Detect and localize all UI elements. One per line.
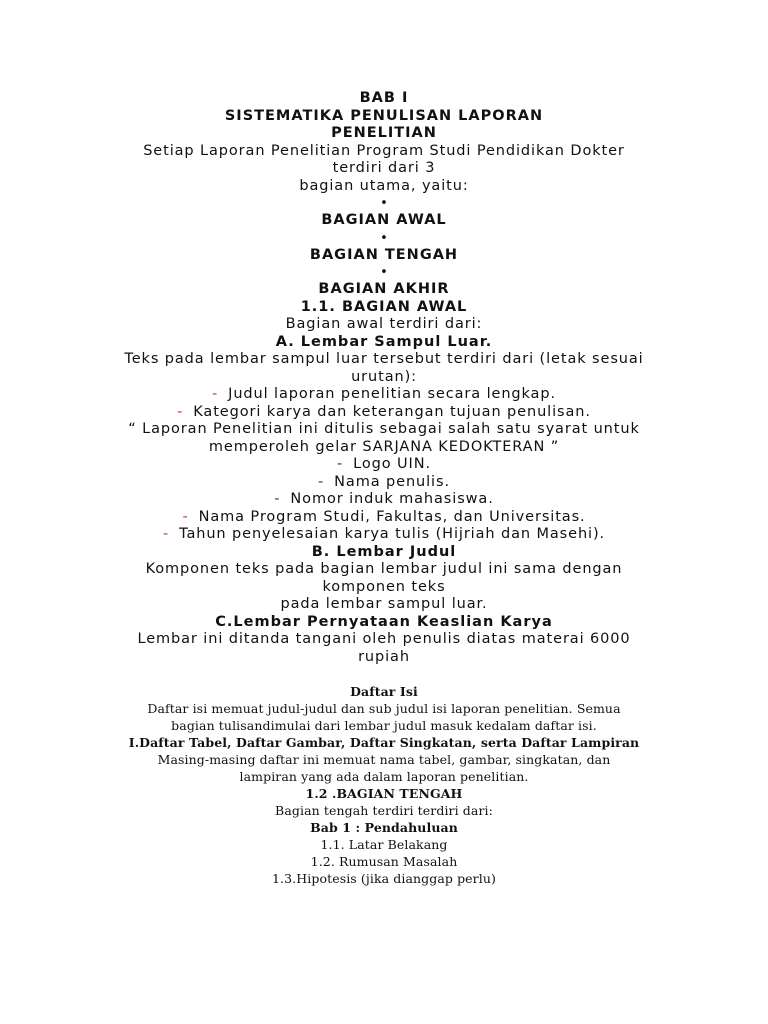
- list-item-text: Tahun penyelesaian karya tulis (Hijriah dan Masehi).: [179, 526, 606, 542]
- bab-1-title: Bab 1 : Pendahuluan: [310, 820, 458, 835]
- list-item-text: Nama penulis.: [334, 473, 450, 490]
- dash-icon: -: [318, 473, 325, 490]
- spacer: [90, 666, 678, 683]
- quote-line-2: memperoleh gelar SARJANA KEDOKTERAN ”: [208, 438, 560, 455]
- sub-item-hipotesis: 1.3.Hipotesis (jika dianggap perlu): [272, 871, 496, 886]
- list-item-text: Nama Program Studi, Fakultas, dan Universitas.: [198, 508, 586, 525]
- list-item: [90, 456, 678, 474]
- part-akhir: BAGIAN AKHIR: [318, 281, 450, 297]
- lembar-sampul-desc-1: Teks pada lembar sampul luar tersebut terdiri dari (letak sesuai: [124, 351, 644, 367]
- lembar-judul-desc-3: pada lembar sampul luar.: [280, 596, 488, 612]
- lembar-judul-desc-2: komponen teks: [322, 578, 446, 595]
- intro-line-1: Setiap Laporan Penelitian Program Studi Pendidikan Dokter: [143, 142, 625, 159]
- section-1-1-subtitle: Bagian awal terdiri dari:: [285, 316, 483, 332]
- dash-icon: -: [274, 491, 281, 507]
- list-item: [90, 509, 678, 527]
- list-item-text: Nomor induk mahasiswa.: [290, 491, 494, 507]
- bullet-icon: •: [380, 265, 388, 280]
- dash-icon: -: [337, 456, 344, 472]
- sub-item-rumusan-masalah: 1.2. Rumusan Masalah: [310, 854, 458, 869]
- intro-line-3: bagian utama, yaitu:: [299, 177, 469, 194]
- sub-item-latar-belakang: 1.1. Latar Belakang: [320, 837, 448, 852]
- daftar-lain-title: I.Daftar Tabel, Daftar Gambar, Daftar Singkatan, serta Daftar Lampiran: [128, 735, 640, 750]
- document-page: [90, 90, 678, 887]
- chapter-title-line-1: SISTEMATIKA PENULISAN LAPORAN: [224, 107, 544, 124]
- chapter-label: BAB I: [359, 90, 409, 106]
- bullet-icon: •: [380, 196, 388, 211]
- list-item-text: Logo UIN.: [353, 456, 431, 472]
- list-item: [90, 526, 678, 544]
- dash-icon: -: [182, 508, 189, 525]
- lembar-sampul-title: A. Lembar Sampul Luar.: [275, 333, 493, 350]
- lembar-judul-desc-1: Komponen teks pada bagian lembar judul ini sama dengan: [145, 561, 623, 577]
- list-item: [90, 404, 678, 422]
- daftar-lain-desc-2: lampiran yang ada dalam laporan penelitian.: [239, 769, 529, 784]
- section-1-2-subtitle: Bagian tengah terdiri terdiri dari:: [275, 803, 493, 818]
- section-1-1-title: 1.1. BAGIAN AWAL: [300, 298, 468, 315]
- lembar-pernyataan-desc-2: rupiah: [358, 648, 410, 665]
- daftar-lain-desc-1: Masing-masing daftar ini memuat nama tabel, gambar, singkatan, dan: [157, 752, 611, 767]
- section-1-2-title: 1.2 .BAGIAN TENGAH: [305, 786, 463, 801]
- daftar-isi-desc-2: bagian tulisandimulai dari lembar judul masuk kedalam daftar isi.: [171, 718, 597, 733]
- dash-icon: -: [162, 526, 170, 542]
- lembar-pernyataan-title: C.Lembar Pernyataan Keaslian Karya: [215, 613, 553, 630]
- part-awal: BAGIAN AWAL: [321, 212, 447, 228]
- dash-icon: -: [177, 403, 184, 420]
- list-item: [90, 386, 678, 404]
- dash-icon: -: [212, 386, 219, 402]
- list-item-text: Kategori karya dan keterangan tujuan penulisan.: [193, 403, 591, 420]
- lembar-judul-title: B. Lembar Judul: [311, 543, 457, 560]
- lembar-sampul-desc-2: urutan):: [351, 368, 417, 385]
- daftar-isi-desc-1: Daftar isi memuat judul-judul dan sub judul isi laporan penelitian. Semua: [147, 701, 621, 716]
- list-item-text: Judul laporan penelitian secara lengkap.: [228, 386, 556, 402]
- lembar-pernyataan-desc-1: Lembar ini ditanda tangani oleh penulis diatas materai 6000: [137, 631, 631, 647]
- intro-line-2: terdiri dari 3: [332, 160, 436, 176]
- quote-line-1: “ Laporan Penelitian ini ditulis sebagai salah satu syarat untuk: [128, 421, 640, 437]
- part-tengah: BAGIAN TENGAH: [309, 246, 459, 263]
- chapter-title-line-2: PENELITIAN: [331, 125, 437, 141]
- list-item: [90, 491, 678, 509]
- daftar-isi-title: Daftar Isi: [350, 684, 418, 699]
- list-item: [90, 474, 678, 492]
- bullet-icon: •: [380, 230, 388, 246]
